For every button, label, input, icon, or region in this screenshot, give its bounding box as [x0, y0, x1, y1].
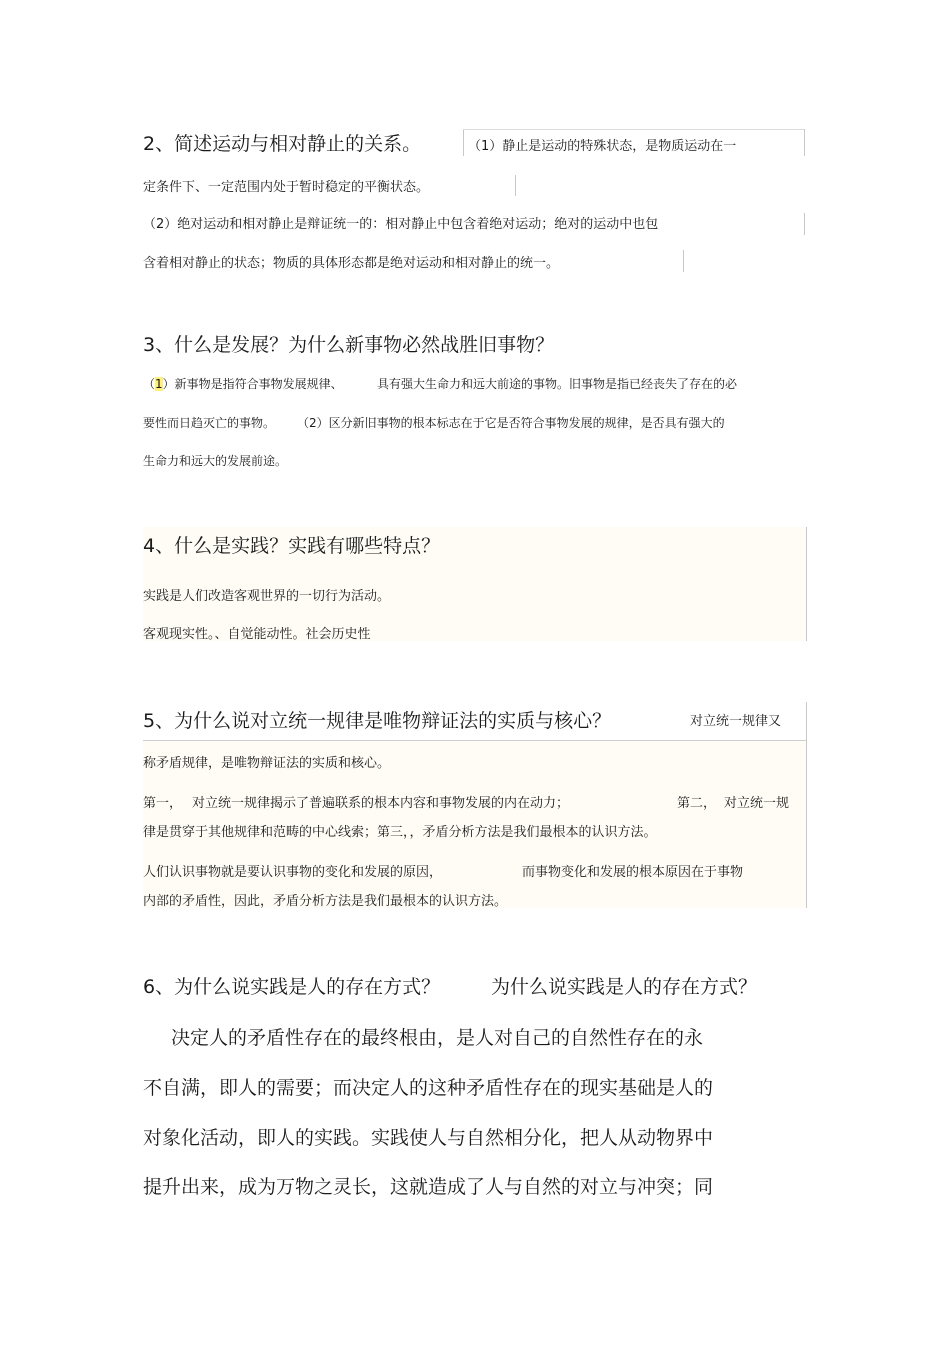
q5-line-1: 称矛盾规律，是唯物辩证法的实质和核心。 [143, 756, 391, 771]
q6-para-line-4: 提升出来，成为万物之灵长，这就造成了人与自然的对立与冲突；同 [143, 1176, 714, 1198]
q5-line-2c: 第二， [677, 796, 717, 811]
q5-line-2b: 对立统一规律揭示了普遍联系的根本内容和事物发展的内在动力； [192, 796, 570, 811]
divider [463, 129, 464, 156]
q2-line-2: 定条件下、一定范围内处于暂时稳定的平衡状态。 [143, 180, 430, 195]
q6-para-line-3: 对象化活动，即人的实践。实践使人与自然相分化，把人从动物界中 [143, 1127, 714, 1149]
q2-line-3: （2）绝对运动和相对静止是辩证统一的：相对静止中包含着绝对运动；绝对的运动中也包 [143, 217, 659, 232]
q5-line-5: 内部的矛盾性，因此，矛盾分析方法是我们最根本的认识方法。 [143, 894, 508, 909]
q3-line-3: 生命力和远大的发展前途。 [143, 454, 288, 468]
q2-line-1: （1）静止是运动的特殊状态，是物质运动在一 [468, 139, 737, 154]
divider [804, 129, 805, 156]
q4-heading: 4、什么是实践？实践有哪些特点？ [143, 535, 441, 557]
q3-line-1b: 具有强大生命力和远大前途的事物。旧事物是指已经丧失了存在的必 [377, 377, 738, 391]
q6-para-line-1: 决定人的矛盾性存在的最终根由，是人对自己的自然性存在的永 [171, 1027, 704, 1049]
q3-line-2b: （2）区分新旧事物的根本标志在于它是否符合事物发展的规律，是否具有强大的 [297, 416, 725, 430]
q6-heading-repeat: 为什么说实践是人的存在方式？ [491, 976, 758, 998]
divider [806, 702, 807, 908]
q5-heading: 5、为什么说对立统一规律是唯物辩证法的实质与核心？ [143, 710, 612, 732]
highlight-mark: 1 [155, 377, 163, 391]
q4-line-2: 客观现实性。、自觉能动性。社会历史性 [143, 627, 371, 642]
q5-line-4b: 而事物变化和发展的根本原因在于事物 [522, 865, 744, 880]
q2-heading: 2、简述运动与相对静止的关系。 [143, 133, 422, 155]
divider [515, 175, 516, 196]
q3-line-2a: 要性而日趋灭亡的事物。 [143, 416, 276, 430]
q5-line-4a: 人们认识事物就是要认识事物的变化和发展的原因， [143, 865, 443, 880]
q5-line-2a: 第一， [143, 796, 183, 811]
q4-line-1: 实践是人们改造客观世界的一切行为活动。 [143, 589, 391, 604]
q6-heading: 6、为什么说实践是人的存在方式？ [143, 976, 441, 998]
q5-heading-tail: 对立统一规律又 [690, 714, 782, 729]
divider [683, 250, 684, 272]
q2-line-4: 含着相对静止的状态；物质的具体形态都是绝对运动和相对静止的统一。 [143, 256, 560, 271]
divider [463, 129, 805, 130]
q5-line-3: 律是贯穿于其他规律和范畴的中心线索；第三，，矛盾分析方法是我们最根本的认识方法。 [143, 825, 657, 840]
q5-line-2d: 对立统一规 [724, 796, 790, 811]
q3-line-1a-text: ）新事物是指符合事物发展规律、 [162, 377, 343, 391]
q6-para-line-2: 不自满，即人的需要；而决定人的这种矛盾性存在的现实基础是人的 [143, 1077, 714, 1099]
paren-open: （ [143, 377, 156, 391]
divider [143, 740, 806, 741]
q3-heading: 3、什么是发展？为什么新事物必然战胜旧事物？ [143, 334, 555, 356]
divider [804, 213, 805, 235]
q3-line-1a [143, 375, 343, 392]
divider [806, 527, 807, 641]
